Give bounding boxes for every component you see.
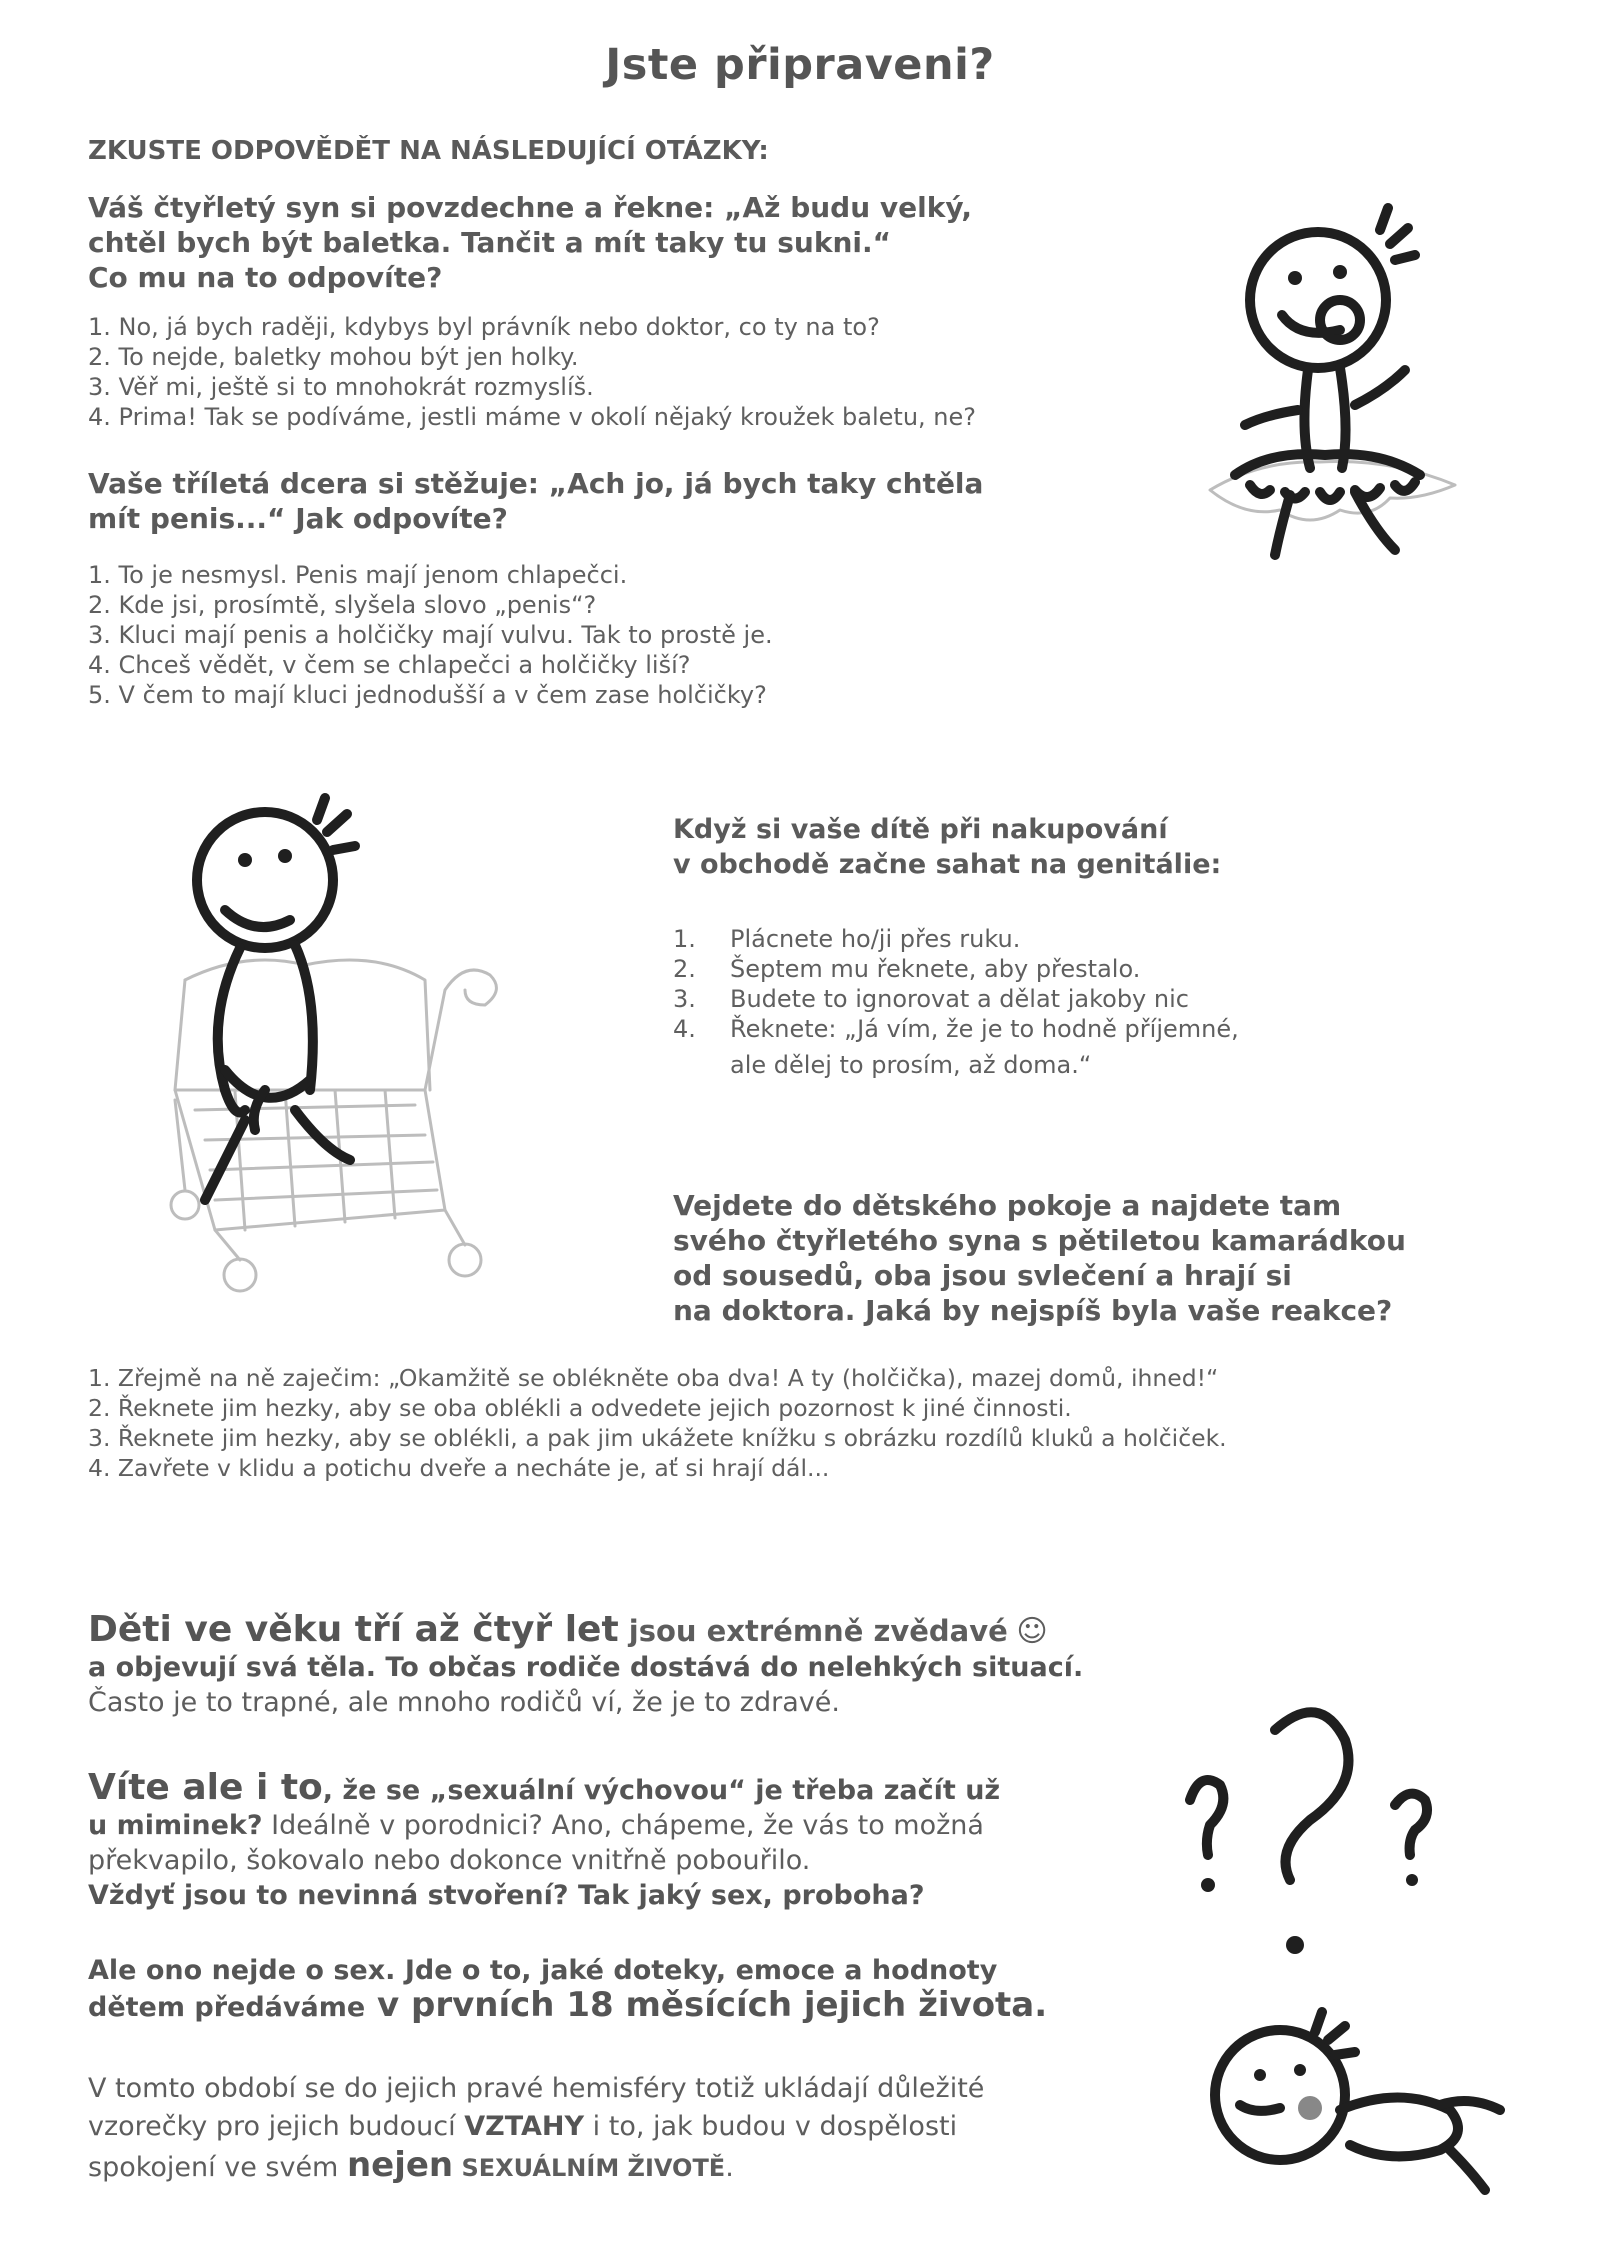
question-4: [673, 1188, 1406, 1328]
answer-item: 3. Budete to ignorovat a dělat jakoby nic: [673, 985, 1189, 1013]
answer-item: 3. Řeknete jim hezky, aby se oblékli, a pak jim ukážete knížku s obrázku rozdílů kluků a holčiček.: [88, 1424, 1227, 1452]
question-1: [88, 190, 972, 295]
intro-heading: ZKUSTE ODPOVĚDĚT NA NÁSLEDUJÍCÍ OTÁZKY:: [88, 136, 769, 166]
answer-item: 5. V čem to mají kluci jednodušší a v čem zase holčičky?: [88, 681, 767, 709]
smiley-icon: ☺: [1016, 1614, 1048, 1649]
question-3-line: Když si vaše dítě při nakupování: [673, 814, 1168, 845]
answer-item: 1. Plácnete ho/ji přes ruku.: [673, 925, 1021, 953]
paragraph-touch-emotions: Ale ono nejde o sex. Jde o to, jaké doteky, emoce a hodnoty dětem předáváme v prvních 18 měsících jejich života.: [88, 1955, 1048, 2025]
question-4-answers: [88, 1363, 1227, 1483]
paragraph-hemisphere: V tomto období se do jejich pravé hemisféry totiž ukládají důležité vzorečky pro jejich budoucí VZTAHY i to, jak budou v dospělosti spokojení ve svém nejen SEXUÁLNÍM ŽIVOTĚ.: [88, 2073, 985, 2185]
answer-item: 3. Kluci mají penis a holčičky mají vulvu. Tak to prostě je.: [88, 621, 773, 649]
question-4-line: na doktora. Jaká by nejspíš byla vaše reakce?: [673, 1294, 1393, 1327]
answer-item: 1. Zřejmě na ně zaječim: „Okamžitě se oblékněte oba dva! A ty (holčička), mazej domů, ihned!“: [88, 1364, 1219, 1392]
emphasis-heading: Víte ale i to: [88, 1767, 323, 1808]
question-2-line: mít penis...“ Jak odpovíte?: [88, 502, 508, 535]
question-1-line: Váš čtyřletý syn si povzdechne a řekne: „Až budu velký,: [88, 191, 973, 224]
baby-illustration: [1200, 2000, 1520, 2200]
answer-item: 4. Řeknete: „Já vím, že je to hodně příjemné,: [673, 1015, 1239, 1043]
ballerina-boy-illustration: [1190, 200, 1470, 580]
question-1-answers: [88, 312, 976, 432]
answer-item: 2. To nejde, baletky mohou být jen holky.: [88, 343, 579, 371]
question-4-line: Vejdete do dětského pokoje a najdete tam: [673, 1189, 1342, 1222]
paragraph-curiosity: Děti ve věku tří až čtyř let jsou extrémně zvědavé ☺ a objevují svá těla. To občas rodiče dostává do nelehkých situací. Často je to trapné, ale mnoho rodičů ví, že je to zdravé.: [88, 1609, 1084, 1718]
child-in-cart-illustration: [145, 790, 525, 1310]
answer-item: 2. Kde jsi, prosímtě, slyšela slovo „penis“?: [88, 591, 597, 619]
answer-continuation: ale dělej to prosím, až doma.“: [730, 1051, 1092, 1079]
question-2: [88, 466, 983, 536]
answer-item: 3. Věř mi, ještě si to mnohokrát rozmyslíš.: [88, 373, 594, 401]
answer-item: 4. Chceš vědět, v čem se chlapečci a holčičky liší?: [88, 651, 691, 679]
page-title: Jste připraveni?: [605, 40, 995, 90]
question-3-line: v obchodě začne sahat na genitálie:: [673, 849, 1222, 880]
question-4-line: svého čtyřletého syna s pětiletou kamarádkou: [673, 1224, 1406, 1257]
question-1-line: chtěl bych být baletka. Tančit a mít taky tu sukni.“: [88, 226, 892, 259]
answer-item: 2. Šeptem mu řeknete, aby přestalo.: [673, 955, 1141, 983]
question-marks-illustration: [1170, 1690, 1460, 1970]
question-4-line: od sousedů, oba jsou svlečení a hrají si: [673, 1259, 1292, 1292]
question-1-line: Co mu na to odpovíte?: [88, 261, 443, 294]
answer-item: 4. Zavřete v klidu a potichu dveře a necháte je, ať si hrají dál...: [88, 1454, 830, 1482]
answer-item: 2. Řeknete jim hezky, aby se oba oblékli a odvedete jejich pozornost k jiné činnosti.: [88, 1394, 1072, 1422]
answer-item: 4. Prima! Tak se podíváme, jestli máme v okolí nějaký kroužek baletu, ne?: [88, 403, 976, 431]
question-3-answers: [673, 924, 1239, 1080]
emphasis-heading: Děti ve věku tří až čtyř let: [88, 1609, 619, 1650]
question-3: [673, 812, 1221, 882]
answer-item: 1. To je nesmysl. Penis mají jenom chlapečci.: [88, 561, 628, 589]
question-2-line: Vaše tříletá dcera si stěžuje: „Ach jo, já bych taky chtěla: [88, 467, 984, 500]
answer-item: 1. No, já bych raději, kdybys byl právník nebo doktor, co ty na to?: [88, 313, 880, 341]
paragraph-sex-education: Víte ale i to, že se „sexuální výchovou“ je třeba začít už u miminek? Ideálně v porodnici? Ano, chápeme, že vás to možná překvapilo, šokovalo nebo dokonce vnitřně pobouřilo. Vždyť jsou to nevinná stvoření? Tak jaký sex, proboha?: [88, 1767, 1001, 1911]
question-2-answers: [88, 560, 773, 710]
